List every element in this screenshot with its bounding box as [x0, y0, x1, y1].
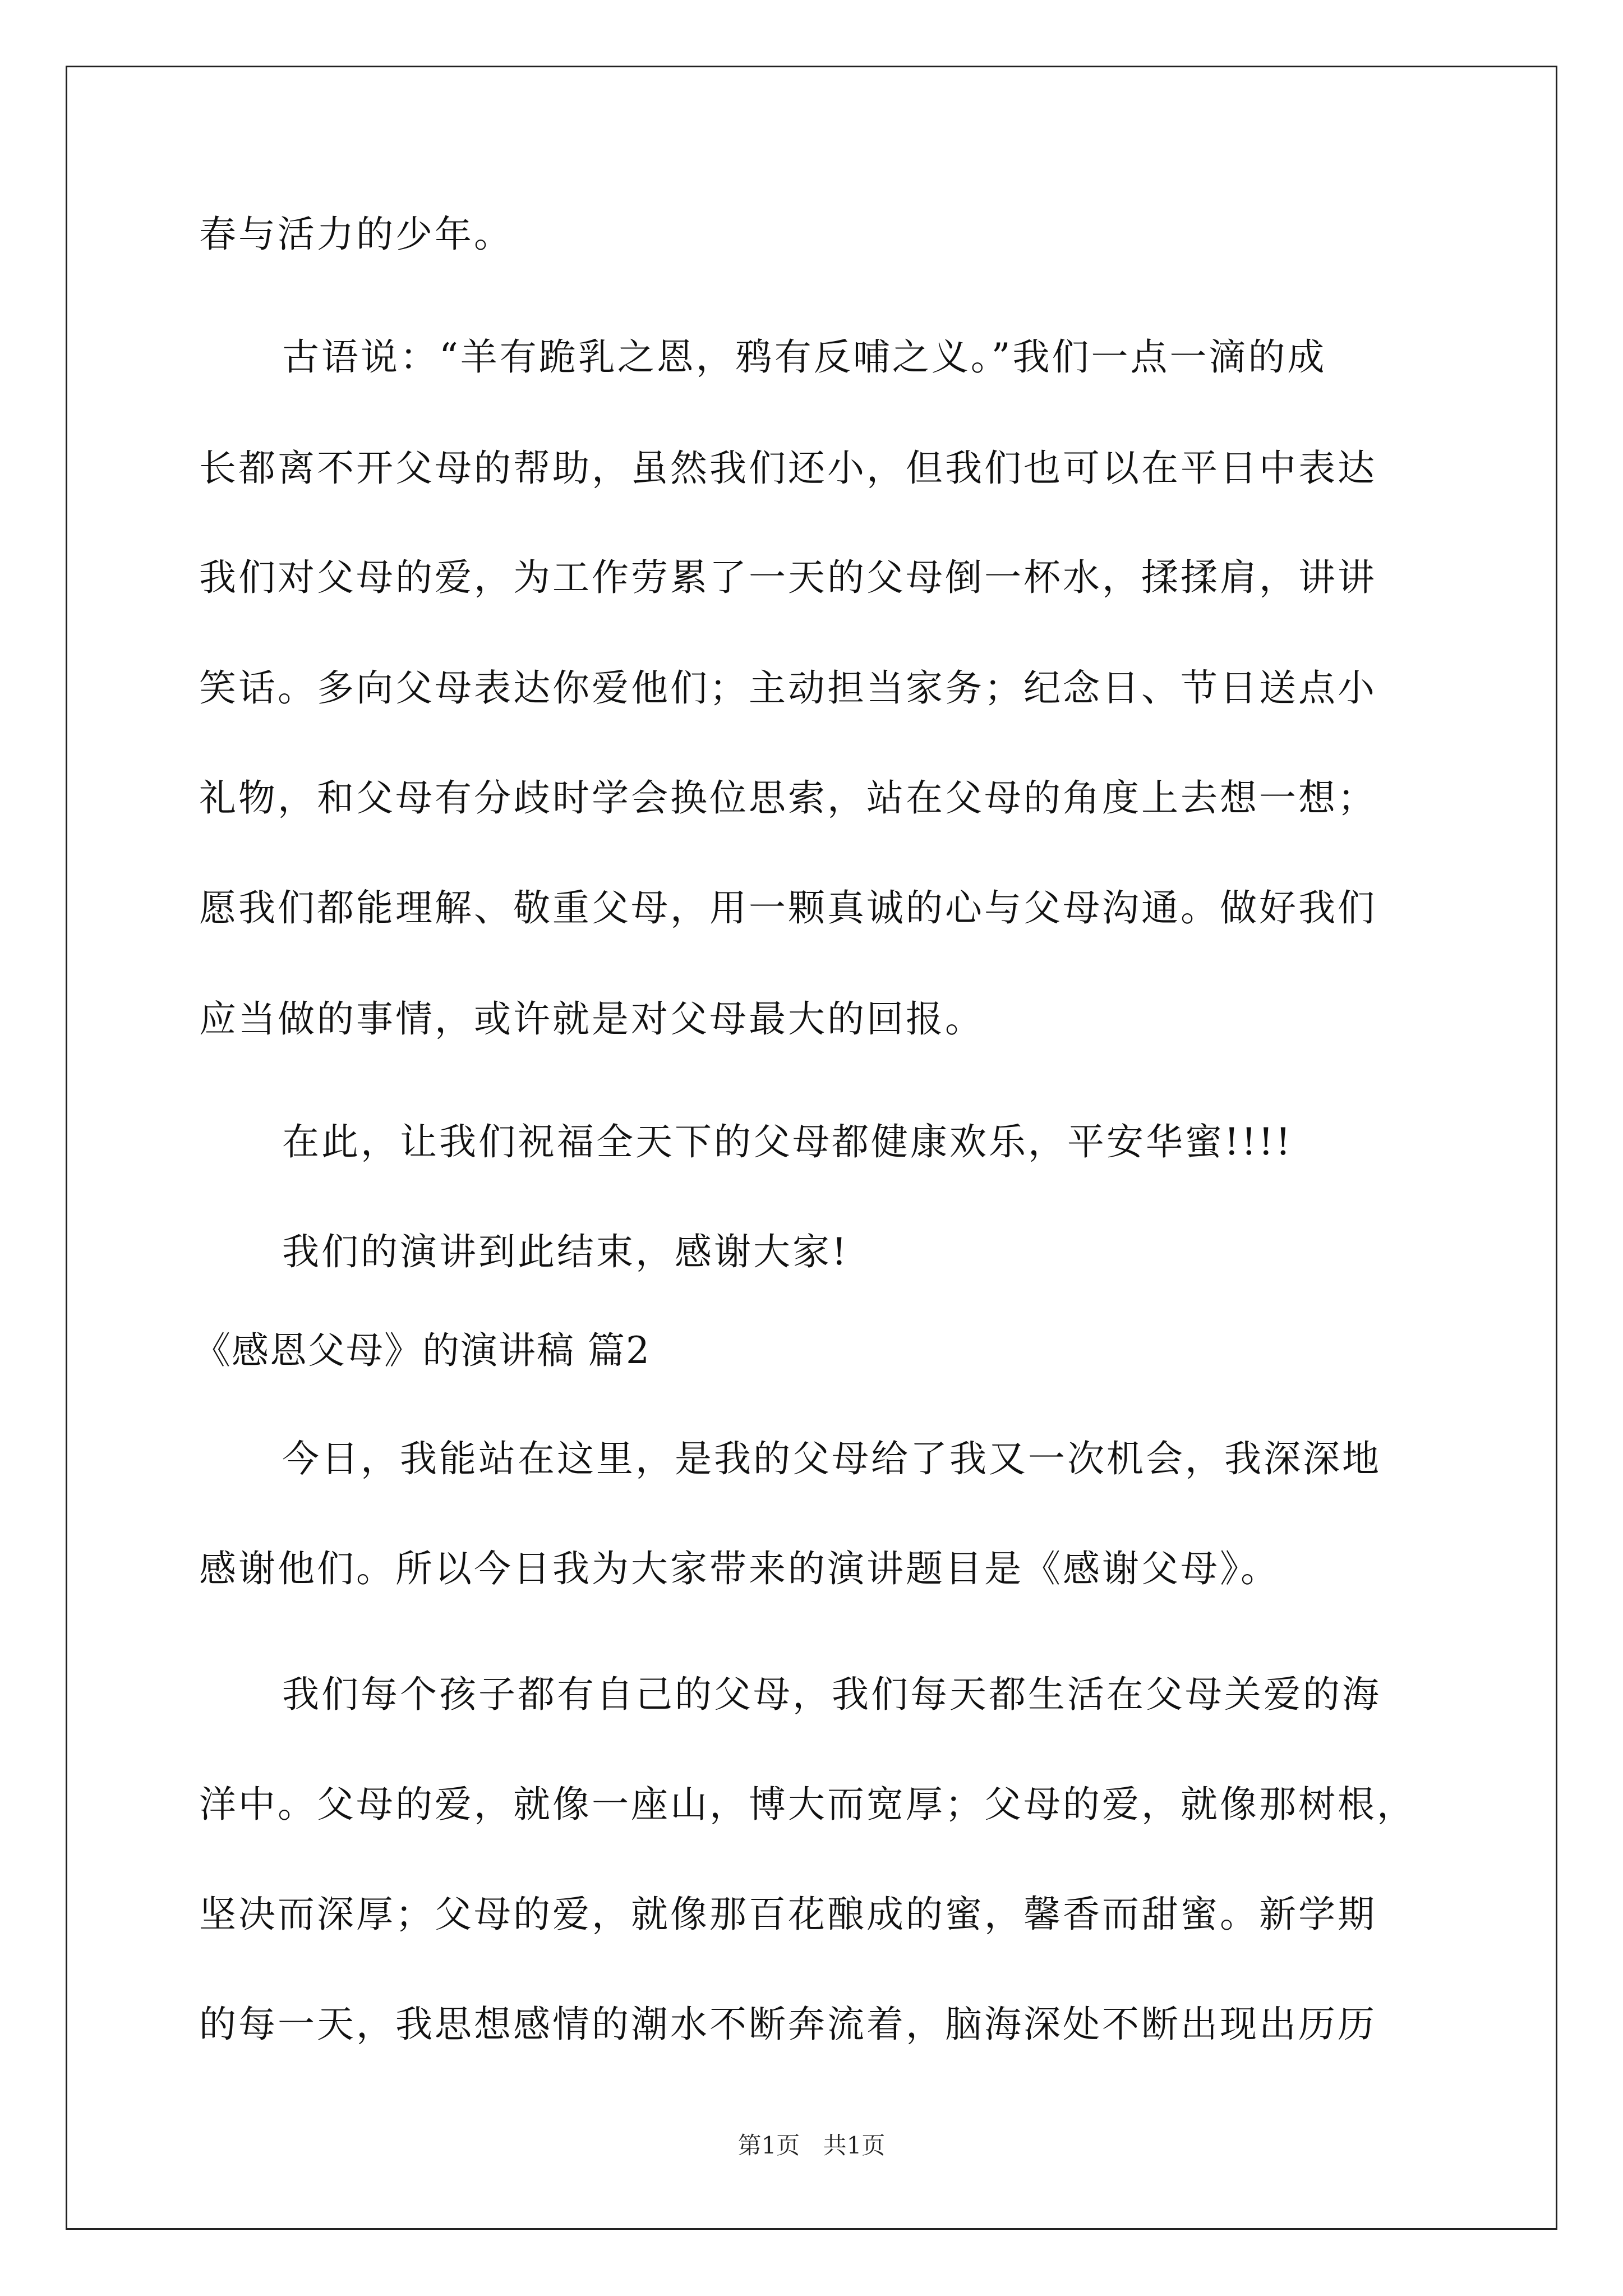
text-line: 笑话。多向父母表达你爱他们；主动担当家务；纪念日、节日送点小 [199, 666, 1377, 710]
text-line: 坚决而深厚；父母的爱，就像那百花酿成的蜜，馨香而甜蜜。新学期 [199, 1893, 1377, 1936]
text-line: 洋中。父母的爱，就像一座山，博大而宽厚；父母的爱，就像那树根， [199, 1783, 1416, 1826]
text-line: 我们对父母的爱，为工作劳累了一天的父母倒一杯水，揉揉肩，讲讲 [199, 556, 1377, 599]
text-line: 长都离不开父母的帮助，虽然我们还小，但我们也可以在平日中表达 [199, 447, 1377, 490]
page-total: 共1页 [823, 2132, 886, 2159]
text-line: 春与活力的少年。 [199, 213, 513, 256]
page-number: 第1页 [737, 2132, 800, 2159]
paragraph-line: 今日，我能站在这里，是我的父母给了我又一次机会，我深深地 [282, 1437, 1381, 1480]
paragraph-line: 我们每个孩子都有自己的父母，我们每天都生活在父母关爱的海 [282, 1673, 1381, 1716]
page-footer [0, 2132, 1623, 2160]
text-line: 应当做的事情，或许就是对父母最大的回报。 [199, 997, 984, 1041]
paragraph-line: 我们的演讲到此结束，感谢大家! [282, 1230, 849, 1273]
paragraph-line: 在此，让我们祝福全天下的父母都健康欢乐，平安华蜜!!!! [282, 1120, 1293, 1163]
text-line: 感谢他们。所以今日我为大家带来的演讲题目是《感谢父母》。 [199, 1547, 1280, 1590]
section-heading: 《感恩父母》的演讲稿 篇2 [193, 1329, 651, 1372]
text-line: 礼物，和父母有分歧时学会换位思索，站在父母的角度上去想一想； [199, 776, 1377, 820]
text-line: 愿我们都能理解、敬重父母，用一颗真诚的心与父母沟通。做好我们 [199, 886, 1377, 930]
text-line: 的每一天，我思想感情的潮水不断奔流着，脑海深处不断出现出历历 [199, 2003, 1377, 2046]
paragraph-line: 古语说：“羊有跪乳之恩，鸦有反哺之义。”我们一点一滴的成 [282, 335, 1327, 379]
